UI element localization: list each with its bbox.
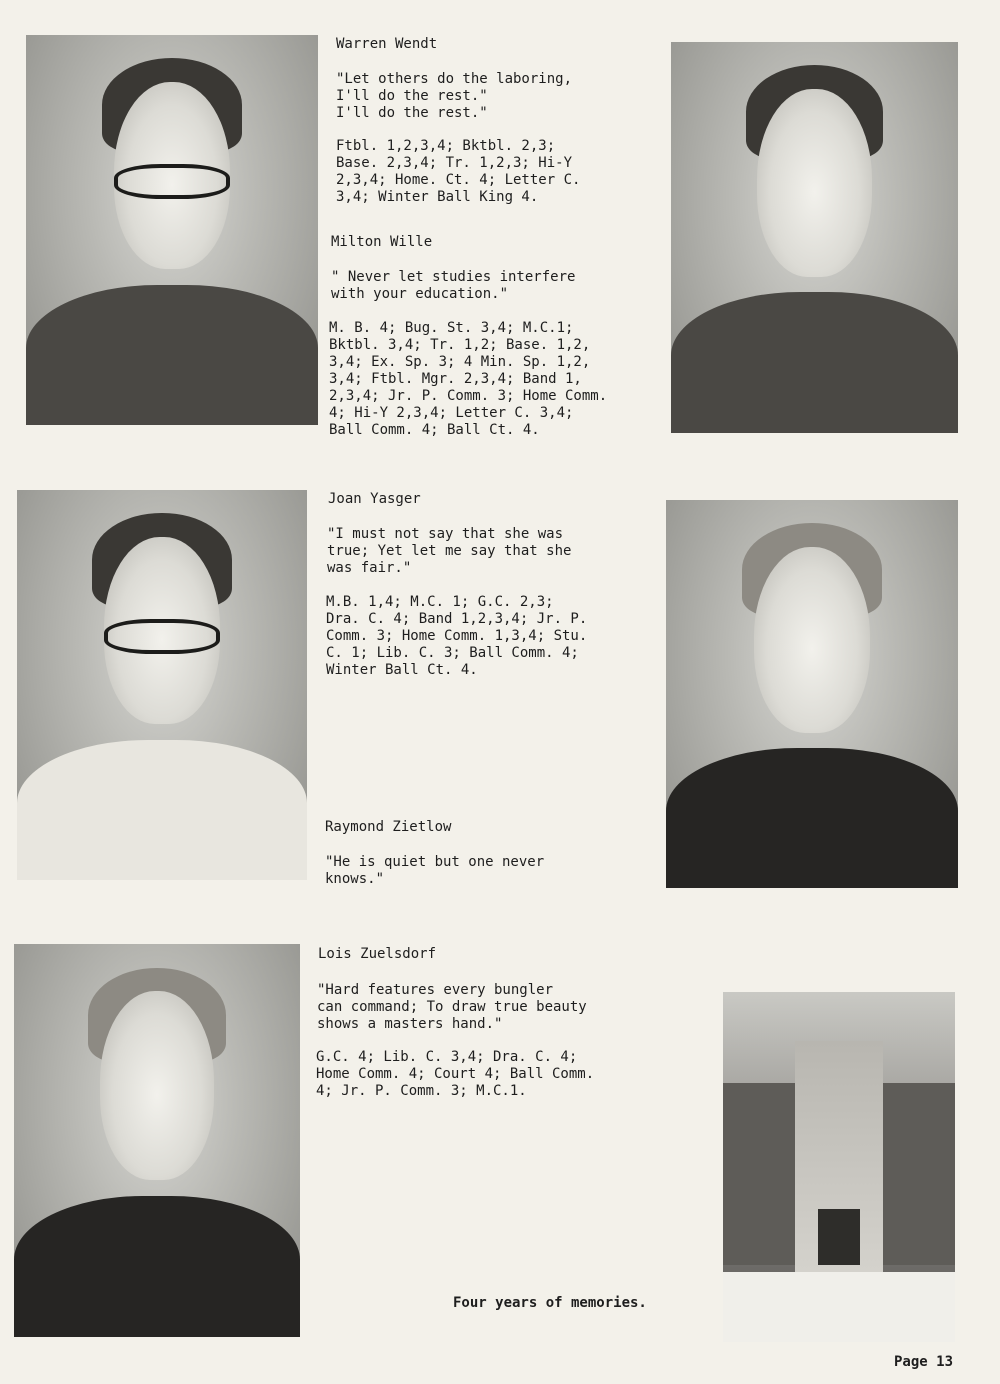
portrait-face [754,547,871,733]
student-name: Warren Wendt [336,36,438,52]
school-building-photo [723,992,955,1342]
portrait-joan-yasger [17,490,307,880]
student-name: Raymond Zietlow [325,819,452,835]
portrait-jacket [26,285,318,425]
student-name: Joan Yasger [328,491,421,507]
portrait-face [757,89,872,277]
building-entrance [818,1209,860,1265]
student-quote: "He is quiet but one never knows." [325,854,545,887]
portrait-lois-zuelsdorf [14,944,300,1337]
portrait-sweater [14,1196,300,1337]
portrait-sweater [17,740,307,880]
portrait-glasses [114,164,231,199]
photo-caption: Four years of memories. [453,1295,647,1311]
student-quote: "Hard features every bungler can command; To draw true beauty shows a masters hand." [317,982,587,1032]
portrait-warren-wendt [26,35,318,425]
student-name: Milton Wille [331,234,433,250]
student-activities: M. B. 4; Bug. St. 3,4; M.C.1; Bktbl. 3,4; Tr. 1,2; Base. 1,2, 3,4; Ex. Sp. 3; 4 Min. Sp. 1,2, 3,4; Ftbl. Mgr. 2,3,4; Band 1, 2,3,4; Jr. P. Comm. 3; Home Comm. 4; Hi-Y 2,3,4; Letter C. 3,4; Ball Comm. 4; Ball Ct. 4. [329,320,608,438]
student-quote: "Let others do the laboring, I'll do the rest." I'll do the rest." [336,71,573,121]
building-wing-right [878,1083,955,1265]
snow-ground [723,1272,955,1342]
building-wing-left [723,1083,800,1265]
portrait-raymond-zietlow [666,500,958,888]
student-name: Lois Zuelsdorf [318,946,437,962]
page-number: Page 13 [894,1354,954,1370]
student-quote: " Never let studies interfere with your education." [331,269,576,302]
student-activities: M.B. 1,4; M.C. 1; G.C. 2,3; Dra. C. 4; Band 1,2,3,4; Jr. P. Comm. 3; Home Comm. 1,3,4; Stu. C. 1; Lib. C. 3; Ball Comm. 4; Winter Ball Ct. 4. [326,594,588,678]
student-activities: G.C. 4; Lib. C. 3,4; Dra. C. 4; Home Comm. 4; Court 4; Ball Comm. 4; Jr. P. Comm. 3; M.C.1. [316,1049,595,1099]
student-quote: "I must not say that she was true; Yet let me say that she was fair." [327,526,572,576]
student-activities: Ftbl. 1,2,3,4; Bktbl. 2,3; Base. 2,3,4; Tr. 1,2,3; Hi-Y 2,3,4; Home. Ct. 4; Letter C. 3,4; Winter Ball King 4. [336,138,581,205]
portrait-milton-wille [671,42,958,433]
portrait-glasses [104,619,220,654]
portrait-jacket [671,292,958,433]
portrait-face [100,991,214,1180]
portrait-jacket [666,748,958,888]
